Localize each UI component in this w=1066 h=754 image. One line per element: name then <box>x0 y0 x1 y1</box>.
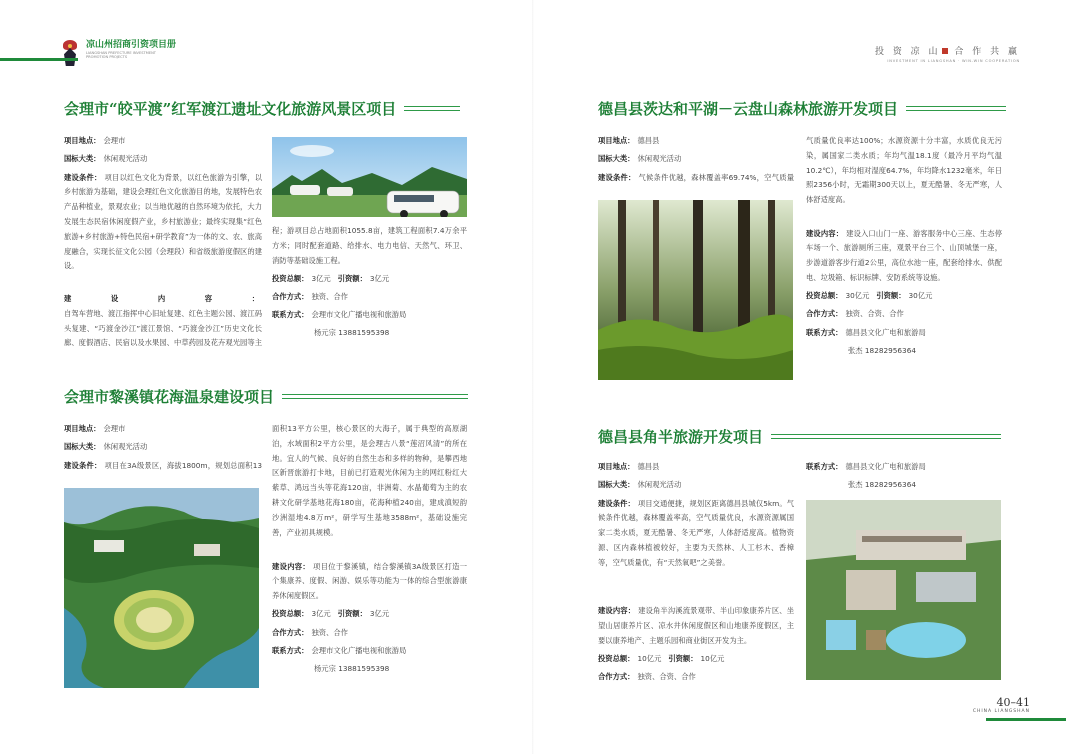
footer-accent-line <box>986 718 1066 721</box>
forest-photo <box>598 200 793 380</box>
title-rule <box>906 106 1006 111</box>
slogan-en: INVESTMENT IN LIANGSHAN · WIN-WIN COOPERATION <box>887 59 1020 63</box>
title-rule <box>404 106 460 111</box>
project-block: 建设内容：自驾车营地、渡江指挥中心旧址复建、红色主题公园、渡江码头复建、“巧渡金沙江”渡江景馆、“巧渡金沙江”历史文化长廊、度假酒店、民宿以及水果园、中草药园及花卉观光园等主 <box>64 294 262 348</box>
project-block: 项目地点： 德昌县 国标大类： 休闲观光活动 建设条件： 项目交通便捷，规划区距离德昌县城仅5km。气候条件优越，森林覆盖率高，空气质量优良，水源资源属国家二类水质，夏无酷暑、冬无严寒，人体舒适度高。植物资源、区内森林植被较好，主要为天然林、人工杉木、香樟等，空气质量优，有“天然氧吧”之美誉。 建设内容： 建设角半沟溪流景观带、半山印象康养片区、坐望山居康养片区、凉水井休闲度假区和山地康养度假区，主要以康养地产、主题乐园和商业街区开发为主。 投资总额： 10亿元 引资额： 10亿元 合作方式： 独资、合资、合作 <box>598 462 794 682</box>
project-title: 会理市“皎平渡”红军渡江遗址文化旅游风景区项目 <box>64 98 460 119</box>
flower-sea-aerial-photo <box>64 488 259 688</box>
page-fold <box>532 0 534 754</box>
title-rule <box>771 434 1001 439</box>
project-title: 德昌县角半旅游开发项目 <box>598 426 1001 447</box>
slogan-text: 投 资 凉 山 合 作 共 赢 <box>874 47 1020 57</box>
header-accent-line <box>0 58 78 61</box>
project-block-cont: 气质量优良率达100%；水源资源十分丰富，水质优良无污染，属国家二类水质；年均气温18.1度（最冷月平均气温10.2℃），年均相对湿度64.7%，年均降水1232毫米，年日照2356小时，无霜期300天以上，夏无酷暑、冬无严寒，人体舒适度高。 建设内容： 建设入口山门一座、游客服务中心三座、生态停车场一个、旅游厕所三座，观景平台三个、山顶城堡一座，步游道游客步行道2公里，高位水池一座，配套给排水、供配电、垃圾箱、标识标牌、安防系统等设施。 投资总额： 30亿元 引资额： 30亿元 合作方式： 独资、合资、合作 联系方式： 德昌县文化广电和旅游局 张杰 18282956364 <box>806 136 1002 356</box>
project-block: 项目地点： 会理市 国标大类： 休闲观光活动 建设条件： 项目以红色文化为背景，以红色旅游为引擎，以乡村旅游为基础，建设会理红色文化旅游目的地，发展特色农产品种植业，景观农业；以当地优越的自然环境为依托，大力发展生态民宿休闲度假产业，乡村旅游业；最终实现集“红色旅游+乡村旅游+特色民宿+研学教育”为一体的文、农、旅高度融合，实现长征文化公园（会理段）和省级旅游度假区的建设。 <box>64 136 263 271</box>
contact-block: 联系方式： 德昌县文化广电和旅游局 张杰 18282956364 <box>806 462 926 490</box>
title-rule <box>282 394 468 399</box>
project-block-cont: 面积13平方公里，核心景区的大海子，属于典型的高原湖泊，水域面积2平方公里，是会理古八景“莲沼风清”的所在地。宜人的气候、良好的自然生态和多样的物种，是攀西地区新晋旅游打卡地，目前已打造观光休闲为主的网红粉红大紫草、鸿远当头等花海120亩，非洲菊、水晶葡萄为主的农耕文化研学基地花海180亩，花海种植240亩，建成滇短韵沙洲湿地4.8万m²，研学写生基地3588m²，基础设施完善，产业初具规模。 建设内容： 项目位于黎溪镇，结合黎溪镇3A级景区打造一个集康养、度假、闲游、娱乐等功能为一体的综合型旅游康养休闲度假区。 投资总额： 3亿元 引资额： 3亿元 合作方式： 独资、合作 联系方式： 会理市文化广播电视和旅游局 杨元宗 13881595398 <box>272 424 468 674</box>
slogan-header <box>875 44 1020 63</box>
project-title: 会理市黎溪镇花海温泉建设项目 <box>64 386 468 407</box>
page-number: 40–41 CHINA LIANGSHAN <box>972 696 1030 714</box>
rv-campsite-photo <box>272 137 467 217</box>
resort-aerial-photo <box>806 500 1001 680</box>
yi-figure-logo-icon <box>60 40 80 66</box>
brand-title: 凉山州招商引资项目册 <box>86 40 177 50</box>
project-block: 项目地点： 德昌县 国标大类： 休闲观光活动 建设条件： 气候条件优越，森林覆盖率69.74%，空气质量 <box>598 136 794 182</box>
project-block: 项目地点： 会理市 国标大类： 休闲观光活动 建设条件： 项目在3A级景区，海拔1800m，规划总面积13 <box>64 424 262 470</box>
project-block-cont: 程；游项目总占地面积1055.8亩，建筑工程面积7.4万余平方米；同时配套道路、给排水、电力电信、天然气、环卫、消防等基础设施工程。 投资总额： 3亿元 引资额： 3亿元 合作方式： 独资、合作 联系方式： 会理市文化广播电视和旅游局 杨元宗 13881595398 <box>272 226 467 338</box>
red-square-icon <box>942 48 948 54</box>
project-title: 德昌县茨达和平湖－云盘山森林旅游开发项目 <box>598 98 1006 119</box>
brand-header <box>60 40 176 66</box>
brand-subtitle: LIANGSHAN PREFECTURE INVESTMENT PROMOTION PROJECTS <box>86 51 156 60</box>
